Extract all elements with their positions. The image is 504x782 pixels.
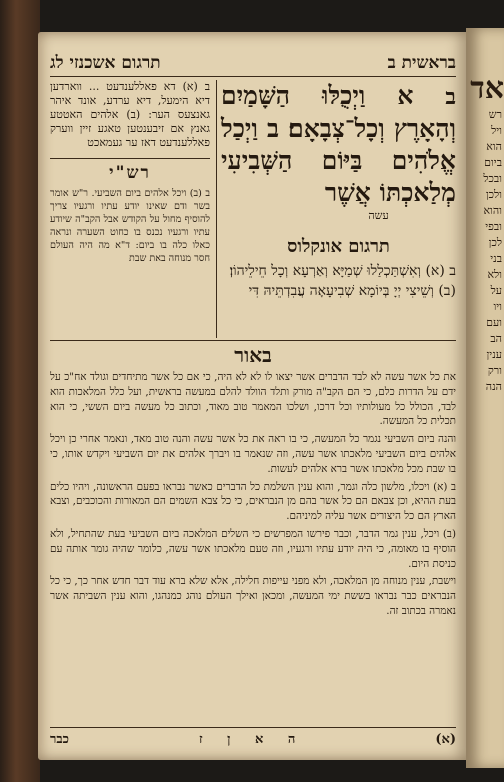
facing-page-line: לכן xyxy=(488,236,502,249)
facing-page-line: רש xyxy=(488,108,502,121)
biur-paragraph: את כל אשר עשה לא לבד הדברים אשר יצאו לו לא לא היה, כי אם כל אשר מתיחדים וגולד אח"כ על ידם על הדרות כלם, כי הם הקב"ה מורק ותלד הוולד להלם במעשה בראשית, ועל כלל המלאכות הוא לבד, הכולל כל מעולותיו וכל דרכו, ושלכו המאמר טוב מאוד, וכתוב כל מעשה ביום הששי, כי הוא תכלית כל המעשה. xyxy=(50,371,456,428)
column-divider xyxy=(216,80,217,338)
running-head-right: בראשית ב xyxy=(387,53,456,73)
torah-verse: א וַיְכֻלּוּ הַשָּׁמַיִם וְהָאָרֶץ וְכָל־צְבָאָם׃ ב וַיְכַל אֱלֹהִים בַּיּוֹם הַשְּׁבִיעִי מְלַאכְתּוֹ אֲשֶׁר xyxy=(221,81,456,207)
facing-page-fragments xyxy=(466,106,504,394)
translation-text: ב (א) דא פאללענדעט ... ווארדען דיא הימעל, דיא ערדע, אונד איהר גאנצעס הער: (ב) אלהים האטטע גאנץ אם זיבענטען טאגע זיין ווערק פאללענדעט דאז ער געמאכט xyxy=(50,80,210,149)
book-spine xyxy=(0,0,40,782)
facing-page-line: על xyxy=(490,284,502,297)
facing-page-line: הוא xyxy=(486,140,502,153)
running-head-left: תרגום אשכנזי לג xyxy=(50,53,161,73)
page-footer xyxy=(50,727,456,748)
facing-page-edge xyxy=(466,28,504,768)
signature-mark: ה א ן ז xyxy=(199,732,306,747)
footer-verse-number: (א) xyxy=(435,732,456,747)
catchword-footer: כבר xyxy=(50,732,70,747)
biur-paragraph: וישבת, ענין מנוחה מן המלאכה, ולא מפני עייפות חלילה, אלא שלא ברא עוד דבר חדש אחר כך, כי כל הנבראים כבר נבראו בששת ימי המעשה, ומכאן ואילך העולם נוהג כמנהגו, והוא ענין השביתה אשר נאמרה בכתוב זה. xyxy=(50,575,456,617)
top-section xyxy=(50,80,456,338)
facing-page-line: ויל xyxy=(491,124,502,137)
facing-page-line: ובפי xyxy=(485,220,502,233)
rashi-text: ב (ב) ויכל אלהים ביום השביעי. ר"ש אומר בשר ודם שאינו יודע עתיו ורגעיו צריך להוסיף מחול על הקודש אבל הקב"ה שיודע עתיו ורגעיו נכנס בו כחוט השערה ונראה כאלו כלה בו ביום: ד"א מה היה העולם חסר מנוחה באת שבת xyxy=(50,188,210,264)
facing-page-line: ויו xyxy=(493,300,502,313)
biur-paragraph: והנה ביום השביעי נגמר כל המעשה, כי בו ראה את כל אשר עשה והנה טוב מאד, ונאמר אחרי כן ויכל אלהים ביום השביעי מלאכתו אשר עשה, וזה שנאמר בו ויברך אלהים את יום השביעי ויקדש אותו, כי בו שבת מכל מלאכתו אשר ברא אלהים לעשות. xyxy=(50,433,456,475)
biur-commentary xyxy=(50,370,456,726)
torah-column xyxy=(221,80,456,338)
facing-page-line: ולכן xyxy=(485,188,502,201)
torah-text xyxy=(221,80,456,209)
facing-page-line: ולא xyxy=(487,268,502,281)
book-page xyxy=(38,32,468,760)
page-header xyxy=(50,50,456,77)
biur-title: באור xyxy=(50,340,456,365)
catchword: עשה xyxy=(368,209,389,222)
facing-page-line: בני xyxy=(490,252,502,265)
facing-page-line: ועם xyxy=(486,316,502,329)
facing-page-line: ענין xyxy=(486,348,502,361)
biur-paragraph: (ב) ויכל, ענין גמר הדבר, וכבר פירשו המפרשים כי השלים המלאכה ביום השביעי בעת שהתחיל, ולא הוסיף בו מאומה, כי היה יודע עתיו ורגעיו, וזה טעם מלאכתו אשר עשה, כלומר שהיה גומר אותה עם כניסת היום. xyxy=(50,527,456,570)
facing-page-line: ובכל xyxy=(483,172,502,185)
facing-page-line: והוא xyxy=(483,204,502,217)
biur-paragraph: ב (א) ויכלו, מלשון כלה וגמר, והוא ענין השלמת כל הדברים כאשר נבראו בפעם הראשונה, ויהיו כלים בעת ההיא, וכן צבאם הם כל אשר בהם מן הנבראים, כי כל צבא השמים הם המאורות והכוכבים, וצבא הארץ הם כל היצורים אשר עליה למיניהם. xyxy=(50,480,456,523)
facing-page-line: ביום xyxy=(484,156,502,169)
translation-column xyxy=(50,80,210,338)
facing-page-line: הב xyxy=(490,332,502,345)
rashi-title: רש"י xyxy=(50,158,210,183)
onkelos-title: תרגום אונקלוס xyxy=(287,236,390,257)
facing-page-heading: אד xyxy=(470,71,504,106)
facing-page-line: הנה xyxy=(485,380,502,393)
onkelos-text: ב (א) וְאִשְׁתַּכְלַלוּ שְׁמַיָּא וְאַרְעָא וְכָל חֵילֵיהוֹן׃ (ב) וְשֵׁיצִי יְיָ בְּיוֹמָא שְׁבִיעָאָה עֲבִדְתֵּיהּ דִּי xyxy=(229,263,456,299)
facing-page-line: ורק xyxy=(487,364,502,377)
chapter-letter: ב xyxy=(445,84,456,110)
